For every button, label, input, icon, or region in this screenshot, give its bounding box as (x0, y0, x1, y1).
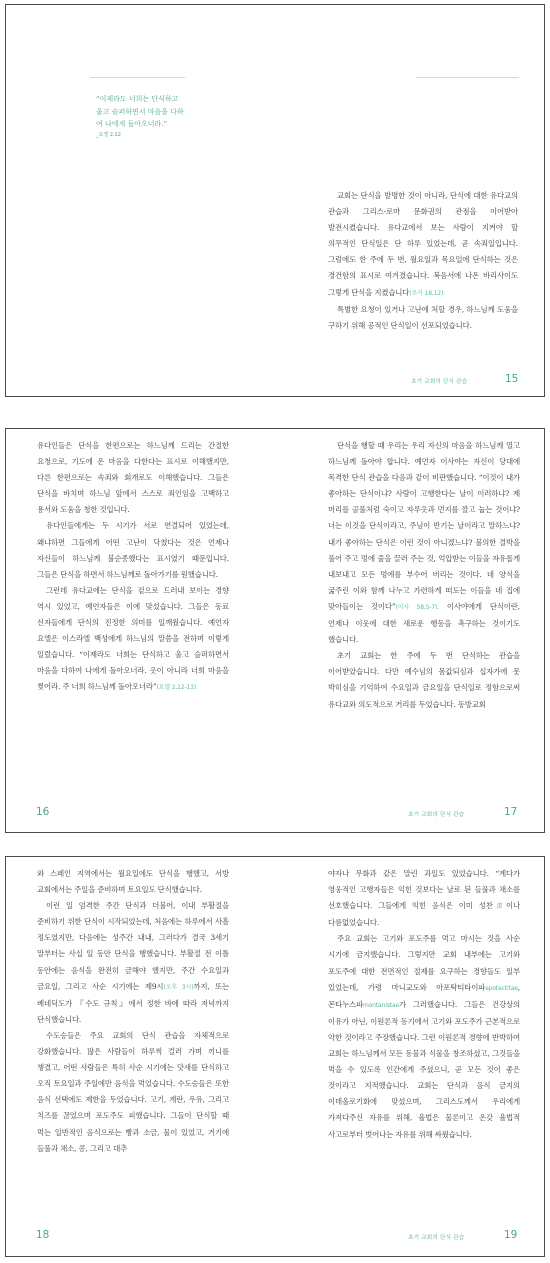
paragraph-tail: 가 그러했습니다. (398, 999, 458, 1009)
paragraph: 와 스페인 지역에서는 월요일에도 단식을 행했고, 서방 교회에서는 주일을 준비하며 토요일도 단식했습니다. (37, 869, 229, 895)
body-text-page-18 (37, 866, 229, 1157)
body-text-page-19 (328, 866, 520, 1143)
epigraph (96, 93, 186, 140)
page-number: 18 (36, 1229, 50, 1241)
top-rule-left (90, 77, 185, 78)
book-title: 『수도 규칙』 (76, 998, 129, 1008)
scripture-ref: (루카 18,12). (409, 289, 445, 297)
body-text-page-15 (328, 188, 518, 334)
paragraph: 주요 교회는 고기와 포도주를 먹고 마시는 것을 사순 시기에 금지했습니다. 그렇지만 교회 내부에는 고기와 포도주에 대한 전면적인 절제를 요구하는 경향들도 일부 있었는데, 가령 마니교도와 아포탁티타이파 (328, 934, 520, 992)
paragraph-tail: 이사야에게 단식이란, 언제나 이웃에 대한 새로운 행동을 촉구하는 것이기도 했습니다. (328, 601, 520, 645)
running-title: 초기 교회의 단식 관습 (408, 812, 465, 818)
page-number: 17 (504, 806, 518, 818)
page-spread-2 (5, 428, 545, 833)
paragraph: 야자나 무화과 같은 말린 과일도 있었습니다. “계다가 영웅적인 고행자들은 익힌 것보다는 날로 된 들풀과 채소를 선호했습니다. 그들에게 익힌 음식은 이미 성찬 (328, 869, 520, 911)
page-number: 16 (36, 806, 50, 818)
latin-term: apotactitae (485, 984, 518, 992)
page-spread-3 (5, 856, 545, 1257)
body-text-page-17 (328, 438, 520, 713)
latin-term: montanistae (362, 1001, 399, 1009)
epigraph-citation: _요엘 2,12 (96, 131, 121, 138)
paragraph-tail: 이나 다름없었습니다. (328, 901, 520, 928)
page-number: 19 (504, 1229, 518, 1241)
paragraph: 수도승들은 주요 교회의 단식 관습을 자체적으로 강화했습니다. 많은 사람들이 하루씩 걸러 가며 끼니를 챙겼고, 어떤 사람들은 특히 사순 시기에는 닷새를 단식하고 오직 토요일과 주일에만 음식을 먹었습니다. 수도승들은 또한 음식 선택에도 제한을 두었습니다. 고기, 계란, 우유, 그리고 치즈를 끊었으며 포도주도 피했습니다. 그들이 단식할 때 먹는 일반적인 음식으로는 빵과 소금, 물이 있었고, 거기에 들풀과 채소, 콩, 그리고 대추 (37, 1030, 229, 1153)
hanja-gloss: 潔 (492, 903, 507, 911)
running-title: 초기 교회의 단식 관습 (411, 379, 468, 385)
scripture-ref: (오후 3시) (163, 983, 194, 991)
page-number: 15 (505, 373, 519, 385)
paragraph-tail: 에서 정한 바에 따라 저녁까지 단식했습니다. (37, 998, 230, 1024)
running-title: 초기 교회의 단식 관습 (408, 1235, 465, 1241)
scripture-ref: (이사 58,5-7). (395, 603, 439, 611)
epigraph-quote: “이제라도 너희는 단식하고 울고 슬퍼하면서 마음을 다하여 나에게 돌아오너라.” (96, 95, 184, 128)
paragraph: 그런데 유다교에는 단식을 겉으로 드러내 보이는 경향 역시 있었고, 예언자들은 이에 맞섰습니다. 그들은 동료 신자들에게 단식의 진정한 의미를 일깨웠습니다. 예언자 요엘은 이스라엘 백성에게 하느님의 말씀을 전하며 이렇게 일렀습니다. “이제라도 너희는 단식하고 울고 슬퍼하면서 마음을 다하여 나에게 돌아오너라. 옷이 아니라 너희 마음을 찢어라. 주 너희 하느님께 돌아오너라” (37, 585, 229, 692)
paragraph: 초기 교회는 한 주에 두 번 단식하는 관습을 이어받았습니다. 다만 예수님의 몸값되심과 십자가에 못 박히심을 기억하여 수요일과 금요일을 단식일로 정함으로써 유다교와 의도적으로 거리를 두었습니다. 동방교회 (328, 651, 520, 709)
body-text-page-16 (37, 438, 229, 697)
paragraph: 특별한 요청이 있거나 고난에 처할 경우, 하느님께 도움을 구하기 위해 공적인 단식일이 선포되었습니다. (328, 304, 518, 330)
text-fragment: , 몬타누스파 (328, 982, 520, 1009)
paragraph: 단식을 행할 때 우리는 우리 자신의 마음을 하느님께 열고 하느님께 돌아야 합니다. 예언자 이사야는 자신이 당대에 목격한 단식 관습을 다음과 같이 비판했습니다. “이것이 내가 좋아하는 단식이냐? 사람이 고행한다는 날이 이러하냐? 제 머리를 골풀처럼 숙이고 자루옷과 먼지를 깔고 눕는 것이냐? 너는 이것을 단식이라고, 주님이 반기는 날이라고 말하느냐? 내가 좋아하는 단식은 이런 것이 아니겠느냐? 불의한 결박을 풀어 주고 멍에 줄을 끌러 주는 것, 억압받는 이들을 자유롭게 내보내고 모든 멍에를 부수어 버리는 것이다. 네 양식을 굶주린 이와 함께 나누고 가련하게 떠도는 이들을 네 집에 맞아들이는 것이다” (328, 441, 520, 611)
paragraph-tail: 까지, 또는 베네딕도가 (37, 981, 229, 1008)
paragraph: 유다인들에게는 두 시기가 서로 연결되어 있었는데, 왜냐하면 그들에게 어떤 고난이 닥쳤다는 것은 언제나 자신들이 하느님께 불순종했다는 표시였기 때문입니다. 그들은 단식을 하면서 하느님께로 돌아가기를 원했습니다. (37, 521, 229, 579)
scripture-ref: (요엘 2,12-13). (156, 684, 198, 692)
paragraph: 유다인들은 단식을 한편으로는 하느님께 드리는 간절한 요청으로, 기도에 온 마음을 다한다는 표시로 이해했지만, 다른 한편으로는 속죄와 회개로도 이해했습니다. 그들은 단식을 바치며 하느님 앞에서 스스로 죄인임을 고백하고 용서와 도움을 청한 것입니다. (37, 441, 229, 515)
paragraph: 그들은 건강상의 이유가 아닌, 이원론적 동기에서 고기와 포도주가 근본적으로 악한 것이라고 주장했습니다. 그런 이원론적 경향에 반박하여 교회는 하느님께서 모든 동물과 식물을 창조하셨고, 그것들을 먹을 수 있도록 인간에게 주셨으니, 곧 모든 것이 좋은 것이라고 지적했습니다. 교회는 단식과 음식 금지의 이데올로기화에 맞섰으며, 그리스도께서 우리에게 가져다주신 자유를 위해, 율법은 물론이고 온갖 율법적 사고로부터 벗어나는 자유를 위해 싸웠습니다. (328, 999, 521, 1139)
top-rule-right (416, 77, 519, 78)
page-spread-1 (5, 4, 545, 397)
paragraph: 교회는 단식을 발명한 것이 아니라, 단식에 대한 유다교의 관습과 그리스-로마 문화권의 관점을 이어받아 발전시켰습니다. 유다교에서 보는 사람이 지켜야 할 의무적인 단식일은 단 하루 있었는데, 곧 속죄일입니다. 그럼에도 한 주에 두 번, 월요일과 목요일에 단식하는 것은 경건함의 표시로 여겨졌습니다. 복음서에 나온 바리사이도 그렇게 단식을 지켰습니다 (328, 191, 518, 297)
paragraph: 이런 일 엄격한 주간 단식과 더불어, 이내 부활절을 준비하기 위한 단식이 시작되었는데, 처음에는 하루에서 사흘 정도였지만, 다음에는 성주간 내내, 그러다가 결국 3세기 말부터는 사십 일 동안 단식을 행했습니다. 부활절 전 이틀 동안에는 음식을 완전히 금해야 했지만, 주간 수요일과 금요일, 그리고 사순 시기에는 제9시 (37, 901, 229, 991)
